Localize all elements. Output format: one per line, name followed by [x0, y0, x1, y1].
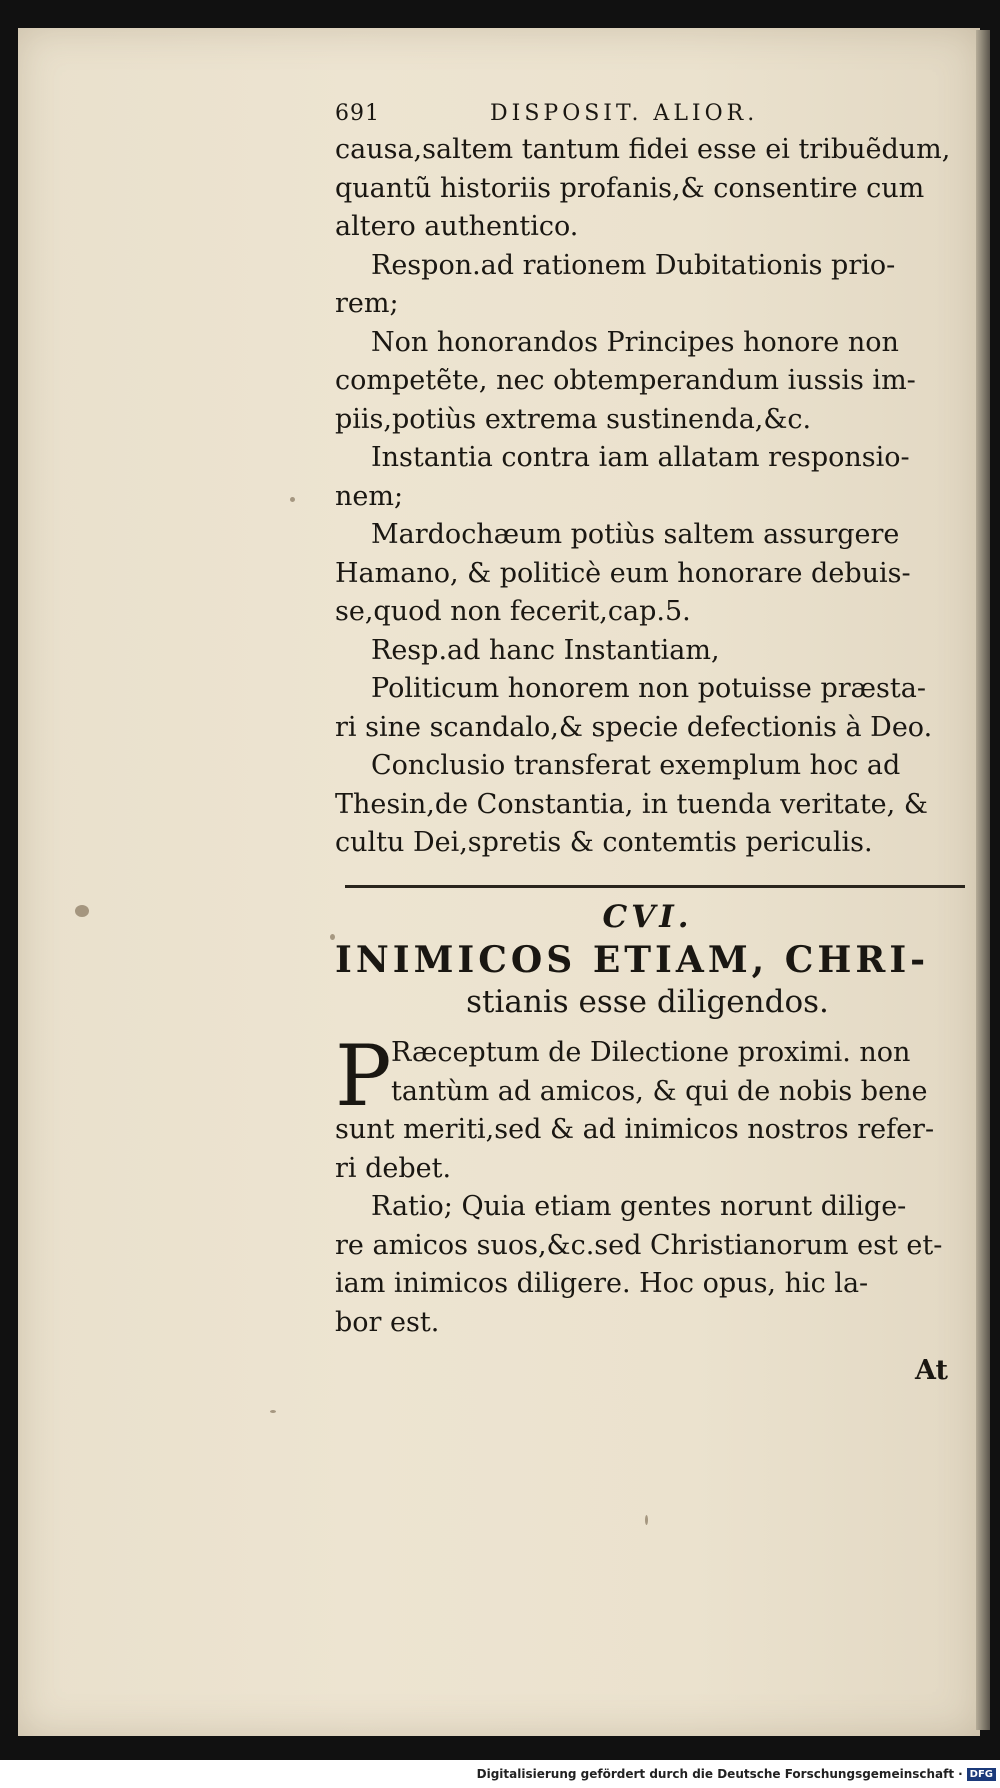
text-line: Instantia contra iam allatam responsio- [371, 442, 910, 473]
text-line: bor est. [335, 1306, 440, 1338]
text-line: Resp.ad hanc Instantiam, [371, 634, 720, 666]
section-number: CVI. [602, 898, 693, 935]
dfg-logo: DFG [967, 1768, 996, 1781]
text-line: Respon.ad rationem Dubitationis prio- [371, 249, 896, 281]
text-line: ri debet. [335, 1152, 452, 1184]
text-line: cultu Dei,spretis & contemtis periculis. [335, 827, 873, 858]
dropcap-paragraph [335, 1027, 960, 1125]
text-line: altero authentico. [335, 211, 579, 242]
digitization-footer: Digitalisierung gefördert durch die Deutsche Forschungsgemeinschaft · DFG [0, 1760, 1000, 1788]
funding-credit: Digitalisierung gefördert durch die Deutsche Forschungsgemeinschaft [476, 1767, 955, 1781]
text-block [335, 95, 960, 1391]
text-line: ri sine scandalo,& specie defectionis à Deo. [335, 711, 933, 743]
text-line: causa,saltem tantum fidei esse ei tribuẽdum, [335, 134, 951, 165]
section-divider [345, 885, 965, 888]
text-line: Hamano, & politicè eum honorare debuis- [335, 557, 911, 589]
dropcap-letter: P [335, 1027, 392, 1125]
text-line: Ratio; Quia etiam gentes norunt dilige- [371, 1191, 907, 1222]
dropcap-line: tantùm ad amicos, & qui de nobis bene [391, 1075, 928, 1107]
running-title: DISPOSIT. ALIOR. [490, 101, 759, 126]
text-line: Conclusio transferat exemplum hoc ad [371, 750, 901, 781]
page-number: 691 [335, 101, 380, 126]
section-paragraphs [335, 1111, 960, 1342]
text-line: nem; [335, 480, 404, 512]
dropcap-line: Ræceptum de Dilectione proximi. non [391, 1037, 911, 1068]
text-line: quantũ historiis profanis,& consentire cum [335, 172, 925, 204]
section-heading-line-1: INIMICOS ETIAM, CHRI- [335, 939, 930, 981]
text-line: piis,potiùs extrema sustinenda,&c. [335, 403, 812, 435]
text-line: se,quod non fecerit,cap.5. [335, 596, 691, 627]
text-line: rem; [335, 288, 399, 319]
body-paragraphs [335, 131, 960, 863]
text-line: Mardochæum potiùs saltem assurgere [371, 519, 900, 550]
text-line: Non honorandos Principes honore non [371, 326, 899, 358]
text-line: sunt meriti,sed & ad inimicos nostros refer- [335, 1114, 935, 1145]
text-line: Thesin,de Constantia, in tuenda veritate, & [335, 788, 928, 820]
running-head [335, 95, 960, 125]
text-line: re amicos suos,&c.sed Christianorum est et- [335, 1229, 943, 1261]
section-heading-line-2: stianis esse diligendos. [466, 984, 829, 1020]
text-line: Politicum honorem non potuisse præsta- [371, 673, 926, 704]
text-line: competẽte, nec obtemperandum iussis im- [335, 365, 916, 396]
catchword: At [915, 1355, 948, 1386]
text-line: iam inimicos diligere. Hoc opus, hic la- [335, 1268, 869, 1299]
page-edge-shadow [976, 30, 990, 1730]
